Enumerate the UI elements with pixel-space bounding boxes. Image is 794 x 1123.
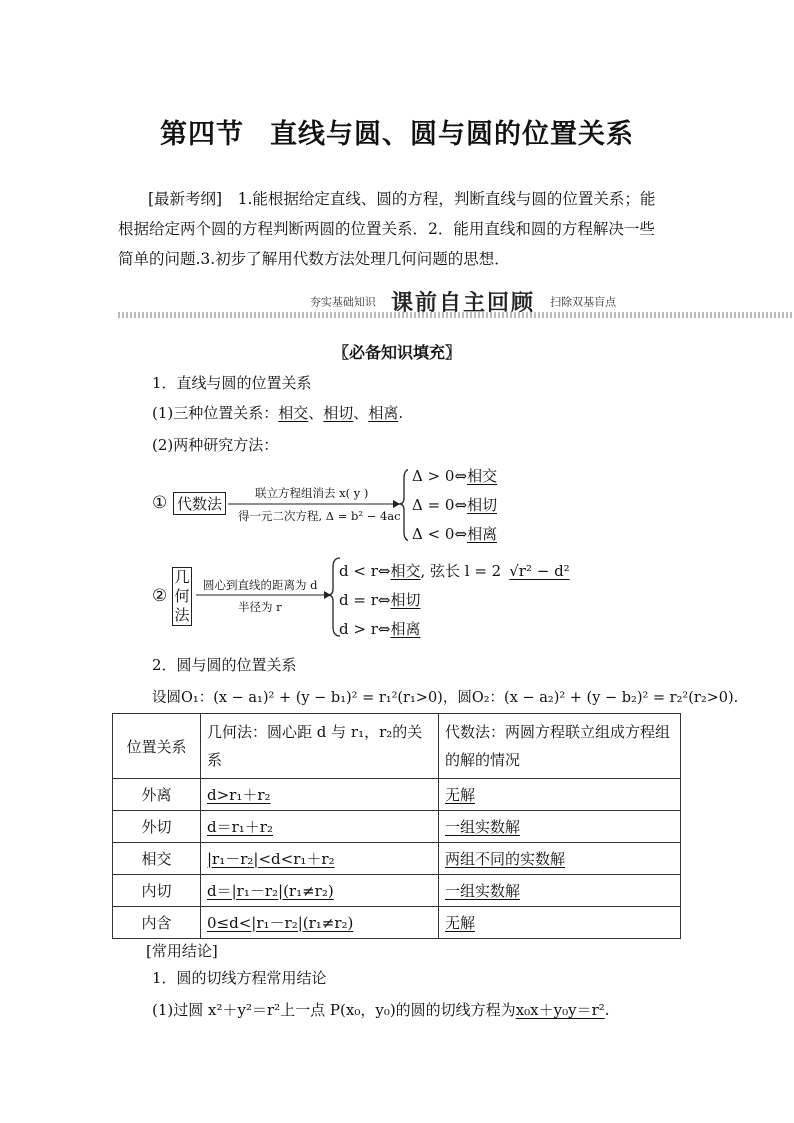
sec2-heading: 2．圆与圆的位置关系 bbox=[152, 656, 297, 674]
sec2-setup: 设圆O₁：(x − a₁)² + (y − b₁)² = r₁²(r₁>0)，圆O₂：(x − a₂)² + (y − b₂)² = r₂²(r₂>0). bbox=[152, 690, 739, 706]
syllabus: [最新考纲] 1.能根据给定直线、圆的方程，判断直线与圆的位置关系；能 bbox=[148, 190, 656, 208]
table-row: 内含 0≤d<|r₁－r₂|(r₁≠r₂) 无解 bbox=[113, 907, 681, 939]
conclusion-item1: 1．圆的切线方程常用结论 bbox=[152, 969, 327, 987]
algebra-label: 代数法 bbox=[173, 492, 226, 515]
geometry-label: 几 何 法 bbox=[172, 567, 192, 626]
algebra-brace bbox=[228, 466, 408, 546]
table-row: 内切 d＝|r₁－r₂|(r₁≠r₂) 一组实数解 bbox=[113, 875, 681, 907]
table-row: 外离 d>r₁＋r₂ 无解 bbox=[113, 779, 681, 811]
table-header-row: 位置关系 几何法：圆心距 d 与 r₁，r₂的关系 代数法：两圆方程联立组成方程组的解的情况 bbox=[113, 714, 681, 779]
table-row: 相交 |r₁－r₂|<d<r₁＋r₂ 两组不同的实数解 bbox=[113, 843, 681, 875]
section-banner: 夯实基础知识 课前自主回顾 扫除双基盲点 bbox=[118, 286, 794, 320]
conclusion-item1-line: (1)过圆 x²＋y²＝r²上一点 P(x₀，y₀)的圆的切线方程为x₀x＋y₀y＝r². bbox=[152, 1001, 610, 1019]
circle-relation-table bbox=[112, 713, 681, 939]
common-conclusion-label: [常用结论] bbox=[146, 942, 218, 960]
sec1-line1: (1)三种位置关系：相交、相切、相离. bbox=[152, 404, 404, 422]
sec1-heading: 1．直线与圆的位置关系 bbox=[152, 374, 312, 392]
table-row: 外切 d＝r₁＋r₂ 一组实数解 bbox=[113, 811, 681, 843]
page-title: 第四节 直线与圆、圆与圆的位置关系 bbox=[160, 119, 634, 150]
geometry-brace bbox=[196, 555, 341, 640]
sec1-line2: (2)两种研究方法： bbox=[152, 436, 279, 454]
box-heading: 〖必备知识填充〗 bbox=[332, 343, 461, 362]
